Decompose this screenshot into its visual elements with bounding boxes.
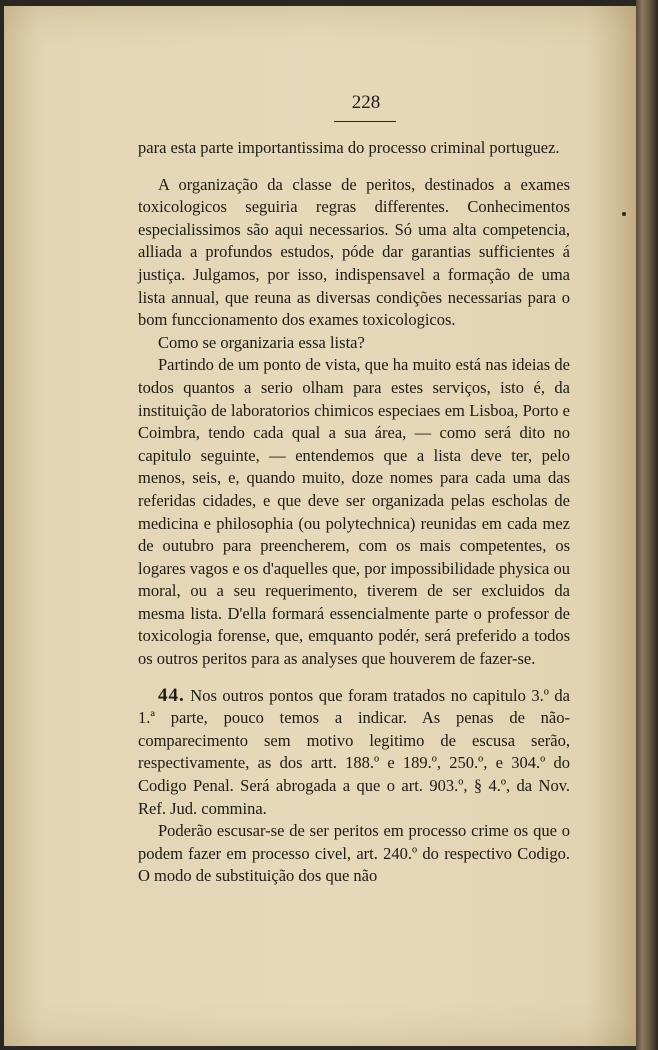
paragraph-1: para esta parte importantissima do processo criminal portuguez. — [138, 138, 560, 157]
paragraph-6: Poderão escusar-se de ser peritos em processo crime os que o podem fazer em processo civel, art. 240.º do respectivo Codigo. O modo de substituição dos que não — [138, 821, 570, 886]
paragraph-5-text: Nos outros pontos que foram tratados no capitulo 3.º da 1.ª parte, pouco temos a indicar. As penas de não-comparecimento sem motivo legitimo de escusa serão, respectivamente, as dos artt. 188.º e 189.º, 250.º, e 304.º do Codigo Penal. Será abrogada a que o art. 903.º, § 4.º, da Nov. Ref. Jud. commina. — [138, 685, 571, 818]
book-spine — [636, 0, 658, 1050]
paragraph-5 — [138, 685, 570, 821]
header-rule — [334, 121, 396, 122]
ink-speck — [622, 212, 626, 216]
paragraph-3: Como se organizaria essa lista? — [158, 332, 365, 352]
paragraph-2: A organização da classe de peritos, destinados a exames toxicologicos seguiria regras differentes. Conhecimentos especialissimos são aqui necessarios. Só uma alta competencia, alliada a profundos estudos, póde dar garantias sufficientes á justiça. Julgamos, por isso, indispensavel a formação de uma lista annual, que reuna as diversas condições necessarias para o bom funccionamento dos exames toxicologicos. — [138, 174, 570, 330]
page-text-block — [138, 92, 570, 888]
page-number: 228 — [351, 92, 381, 113]
section-number: 44. — [158, 684, 185, 706]
paragraph-4: Partindo de um ponto de vista, que ha muito está nas ideias de todos quantos a serio olham para estes serviços, isto é, da instituição de laboratorios chimicos especiaes em Lisboa, Porto e Coimbra, tendo cada qual a sua área, — como será dito no capitulo seguinte, — entendemos que a lista deve ter, pelo menos, seis, e, quando muito, doze nomes para cada uma das referidas cidades, e que deve ser organizada pelas escholas de medicina e philosophia (ou polytechnica) reunidas em cada mez de outubro para preencherem, com os mais competentes, os logares vagos e os d'aquelles que, por impossibilidade physica ou moral, ou a seu requerimento, tiverem de ser excluidos da mesma lista. D'ella formará essencialmente parte o professor de toxicologia forense, que, emquanto podér, será preferido a todos os outros peritos para as analyses que houverem de fazer-se. — [138, 355, 570, 669]
